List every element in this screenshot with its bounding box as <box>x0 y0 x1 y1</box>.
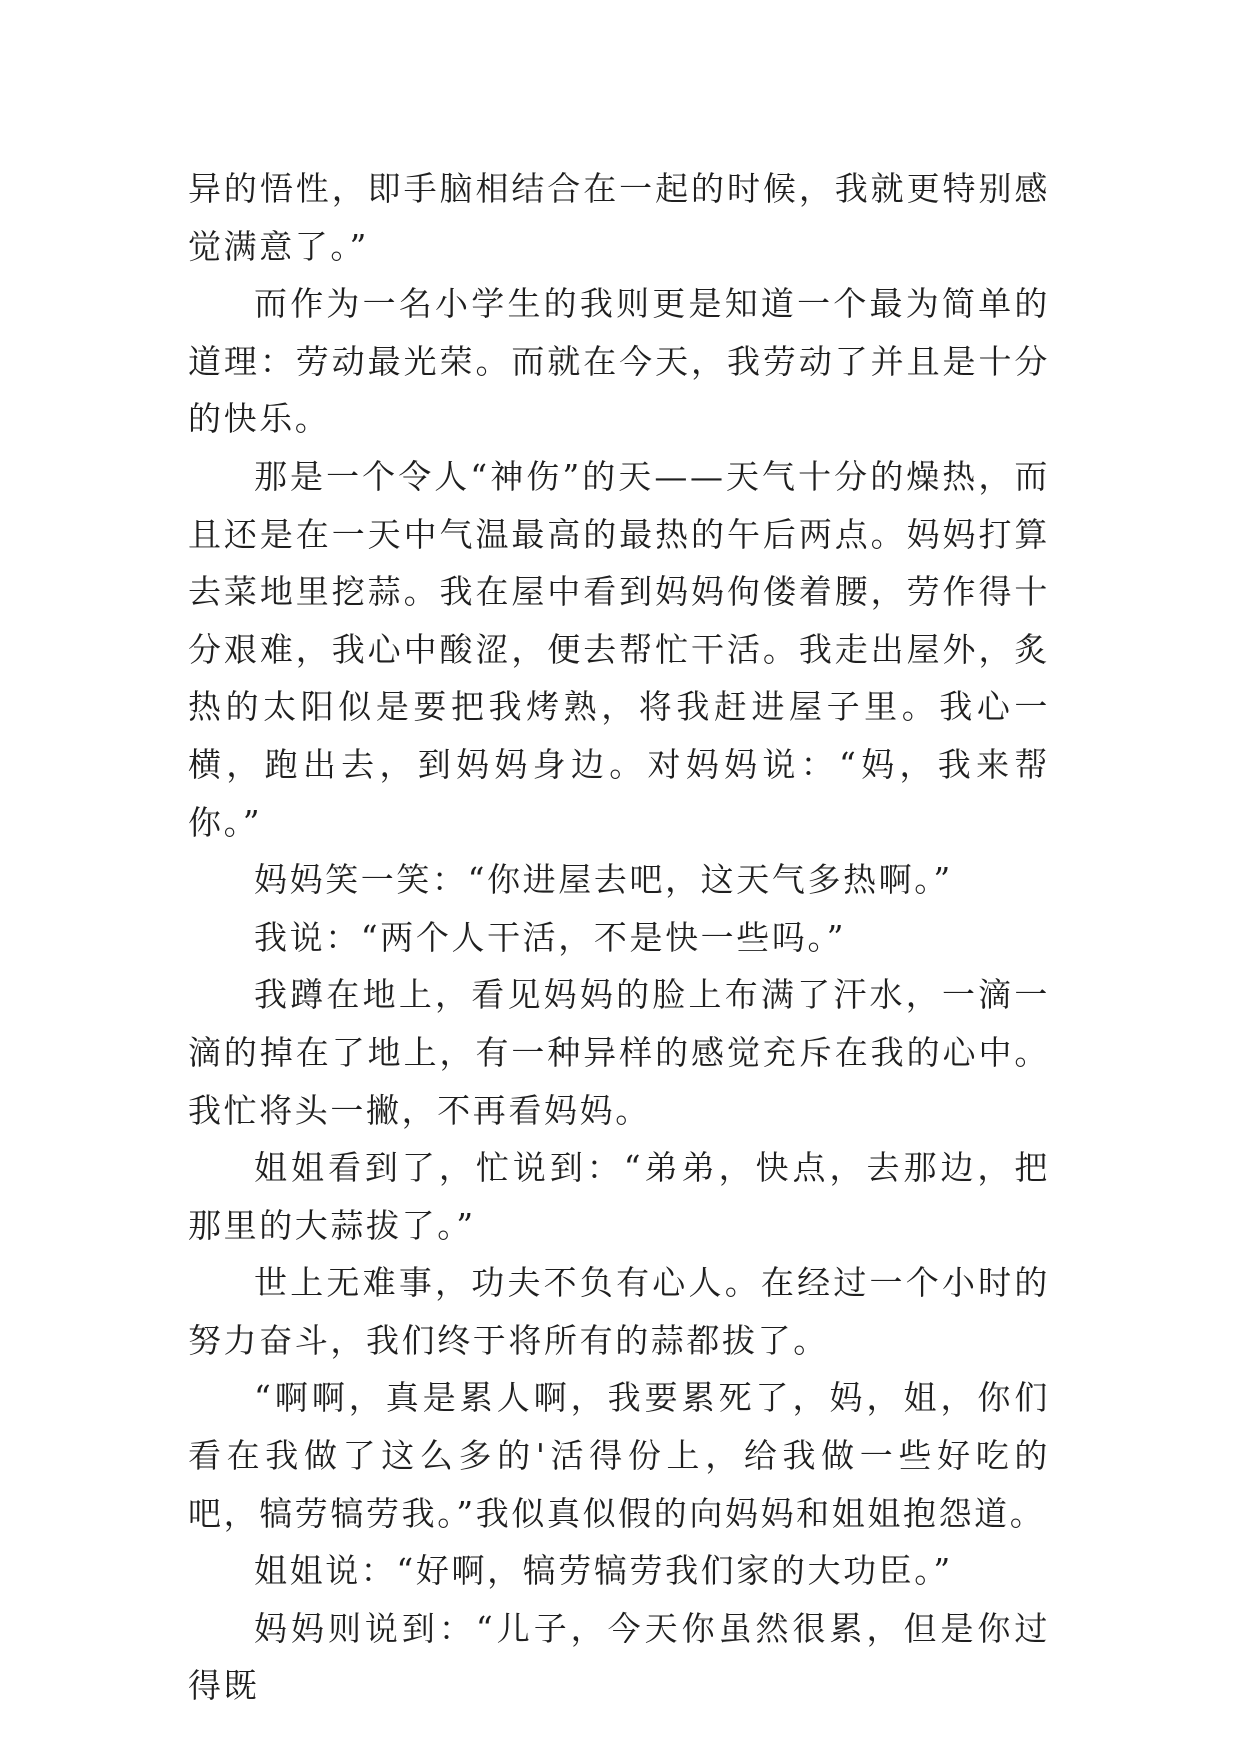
paragraph-3: 那是一个令人“神伤”的天——天气十分的燥热，而且还是在一天中气温最高的最热的午后两点。妈妈打算去菜地里挖蒜。我在屋中看到妈妈佝偻着腰，劳作得十分艰难，我心中酸涩，便去帮忙干活。我走出屋外，炙热的太阳似是要把我烤熟，将我赶进屋子里。我心一横，跑出去，到妈妈身边。对妈妈说：“妈，我来帮你。” <box>188 456 1050 842</box>
paragraph-2: 而作为一名小学生的我则更是知道一个最为简单的道理：劳动最光荣。而就在今天，我劳动了并且是十分的快乐。 <box>188 284 1050 439</box>
paragraph-6: 我蹲在地上，看见妈妈的脸上布满了汗水，一滴一滴的掉在了地上，有一种异样的感觉充斥在我的心中。我忙将头一撇，不再看妈妈。 <box>188 975 1050 1130</box>
document-body <box>188 160 1050 1715</box>
paragraph-7: 姐姐看到了，忙说到：“弟弟，快点，去那边，把那里的大蒜拔了。” <box>188 1148 1050 1245</box>
paragraph-9: “啊啊，真是累人啊，我要累死了，妈，姐，你们看在我做了这么多的'活得份上，给我做一些好吃的吧，犒劳犒劳我。”我似真似假的向妈妈和姐姐抱怨道。 <box>188 1378 1050 1533</box>
paragraph-11: 妈妈则说到：“儿子，今天你虽然很累，但是你过得既 <box>188 1608 1050 1706</box>
paragraph-4: 妈妈笑一笑：“你进屋去吧，这天气多热啊。” <box>254 860 953 900</box>
paragraph-8: 世上无难事，功夫不负有心人。在经过一个小时的努力奋斗，我们终于将所有的蒜都拔了。 <box>188 1263 1050 1360</box>
paragraph-5: 我说：“两个人干活，不是快一些吗。” <box>254 917 847 957</box>
paragraph-10: 姐姐说：“好啊，犒劳犒劳我们家的大功臣。” <box>254 1551 953 1591</box>
paragraph-1: 异的悟性，即手脑相结合在一起的时候，我就更特别感觉满意了。” <box>188 169 1050 266</box>
